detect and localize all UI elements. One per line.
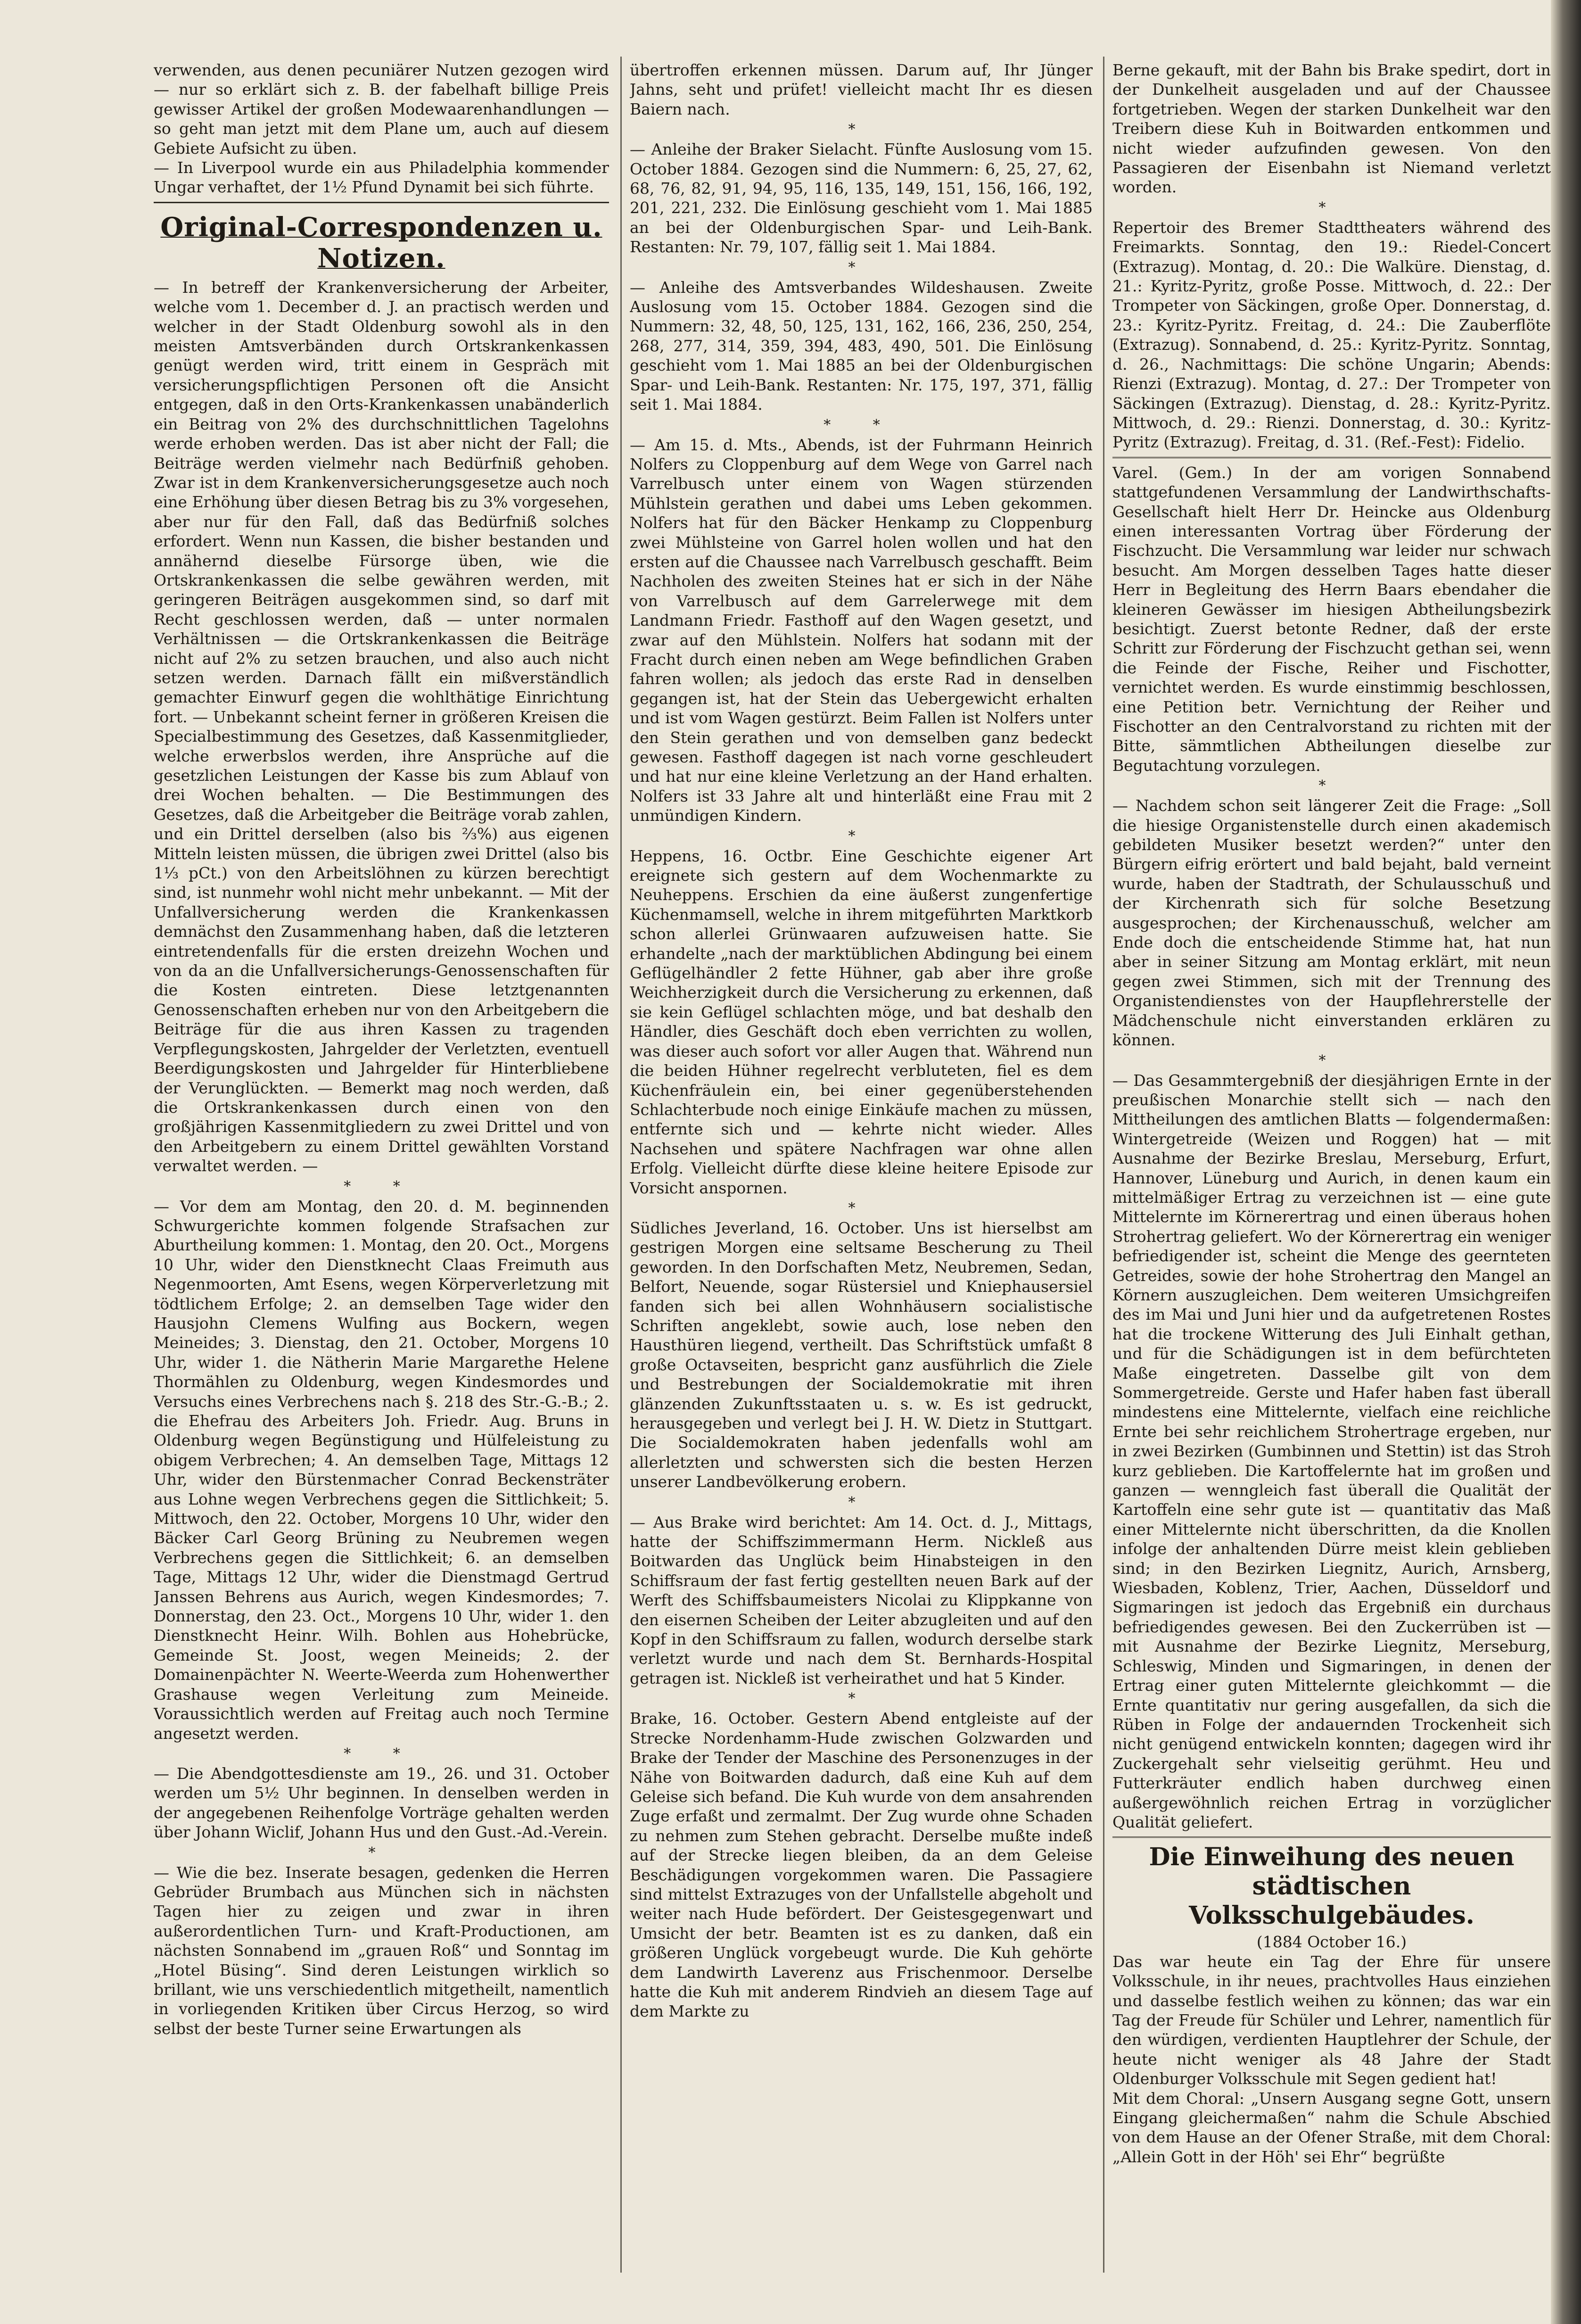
section-title: Original-Correspondenzen u. Notizen. [160,211,602,274]
paragraph-col1-1: verwenden, aus denen pecuniärer Nutzen gezogen wird — nur so erklärt sich z. B. der fabelhaft billige Preis gewisser Artikel der großen Modewaarenhandlungen — so geht man jetzt mit dem Plane um, auch auf diesem Gebiete Aufsicht zu üben. [154,61,609,157]
paragraph-col2-8: Brake, 16. October. Gestern Abend entgleiste auf der Strecke Nordenhamm-Hude zwischen Golzwarden und Brake der Tender der Maschine des Personenzuges in der Nähe von Boitwarden dadurch, daß eine Kuh auf dem Geleise sich befand. Die Kuh wurde von dem ansahrenden Zuge erfaßt und zermalmt. Der Zug wurde ohne Schaden zu nehmen zum Stehen gebracht. Derselbe mußte indeß auf der Strecke liegen bleiben, da an dem Geleise Beschädigungen vorgekommen waren. Die Passagiere sind mittelst Extrazuges von der Unfallstelle abgeholt und weiter nach Hude befördert. Der Geistesgegenwart und Umsicht der betr. Beamten ist es zu danken, daß ein größeren Unglück vorgebeugt wurde. Die Kuh gehörte dem Landwirth Laverenz aus Frischenmoor. Derselbe hatte die Kuh mit anderem Rindvieh an diesem Tage auf dem Markte zu [630,1709,1093,2021]
paragraph-col2-2: — Anleihe der Braker Sielacht. Fünfte Auslosung vom 15. October 1884. Gezogen sind die Nummern: 6, 25, 27, 62, 68, 76, 82, 91, 94, 95, 116, 135, 149, 151, 156, 166, 192, 201, 221, 232. Die Einlösung geschieht vom 1. Mai 1885 an bei der Oldenburgischen Spar- und Leih-Bank. Restanten: Nr. 79, 107, fällig seit 1. Mai 1884. [630,140,1093,256]
asterism-separator: * * [344,1745,419,1762]
asterism-separator: * [848,259,874,276]
asterism-separator: * [848,121,874,138]
paragraph-col3-3: Varel. (Gem.) In der am vorigen Sonnabend stattgefundenen Versammlung der Landwirthschafts-Gesellschaft hielt Herr Dr. Heincke aus Oldenburg einen interessanten Vortrag über Förderung der Fischzucht. Die Versammlung war leider nur schwach besucht. Am Morgen desselben Tages hatte dieser Herr in Begleitung des Herrn Baars ebendaher die kleineren Gewässer im hiesigen Abtheilungsbezirk besichtigt. Zuerst betonte Redner, daß der erste Schritt zur Förderung der Fischzucht gethan sei, wenn die Feinde der Fische, Reiher und Fischotter, vernichtet werden. Es wurde einstimmig beschlossen, eine Petition betr. Vernichtung der Reiher und Fischotter an den Centralvorstand zu richten mit der Bitte, sämmtlichen Abtheilungen dieselbe zur Begutachtung vorzulegen. [1112,463,1551,775]
paragraph-col3-6: Das war heute ein Tag der Ehre für unsere Volksschule, in ihr neues, prachtvolles Haus einziehen und dasselbe festlich weihen zu können; das war ein Tag der Freude für Schüler und Lehrer, namentlich für den würdigen, verdienten Hauptlehrer der Schule, der heute nicht weniger als 48 Jahre der Stadt Oldenburger Volksschule mit Segen gedient hat! [1112,1952,1551,2088]
paragraph-col3-7: Mit dem Choral: „Unsern Ausgang segne Gott, unsern Eingang gleichermaßen“ nahm die Schule Abschied von dem Hause an der Ofener Straße, mit dem Choral: „Allein Gott in der Höh' sei Ehr“ begrüßte [1112,2089,1551,2166]
paragraph-col1-3: — In betreff der Krankenversicherung der Arbeiter, welche vom 1. December d. J. an practisch werden und welcher in der Stadt Oldenburg sowohl als in den meisten Amtsverbänden durch Ortskrankenkassen genügt werden wird, tritt einem in Gespräch mit versicherungspflichtigen Personen oft die Ansicht entgegen, daß in den Orts-Krankenkassen unabänderlich ein Beitrag von 2% des durchschnittlichen Tagelohns werde erhoben werden. Das ist aber nicht der Fall; die Beiträge werden vielmehr nach Bedürfniß gehoben. Zwar ist in dem Krankenversicherungsgesetze auch noch eine Erhöhung über diesen Betrag bis zu 3% vorgesehen, aber nur für den Fall, daß das Bedürfniß solches erfordert. Wenn nun Kassen, die bisher bestanden und annähernd dieselbe Fürsorge üben, wie die Ortskrankenkassen die selbe gewähren werden, mit geringeren Beiträgen ausgekommen sind, so darf mit Recht geschlossen werden, daß — unter normalen Verhältnissen — die Ortskrankenkassen die Beiträge nicht auf 2% zu setzen brauchen, und also auch nicht setzen werden. Darnach fällt ein mißverständlich gemachter Einwurf gegen die wohlthätige Einrichtung fort. — Unbekannt scheint ferner in größeren Kreisen die Specialbestimmung des Gesetzes, daß Kassenmitglieder, welche erwerbslos werden, ihre Ansprüche auf die gesetzlichen Leistungen der Kasse bis zum Ablauf von drei Wochen behalten. — Die Bestimmungen des Gesetzes, daß die Arbeitgeber die Beiträge vorab zahlen, und ein Drittel derselben (also bis ⅔%) aus eigenen Mitteln leisten müssen, die übrigen zwei Drittel (also bis 1⅓ pCt.) von den Arbeitslöhnen zu kürzen berechtigt sind, ist nunmehr wohl nicht mehr unbekannt. — Mit der Unfallversicherung werden die Krankenkassen demnächst den Zusammenhang haben, daß die letzteren eintretendenfalls für die ersten dreizehn Wochen und von da an die Unfallversicherungs-Genossenschaften für die Kosten eintreten. Diese letztgenannten Genossenschaften erheben nur von den Arbeitgebern die Beiträge für die aus ihren Kassen zu tragenden Verpflegungskosten, Jahrgelder der Verletzten, eventuell Beerdigungskosten und Jahrgelder für Hinterbliebene der Verunglückten. — Bemerkt mag noch werden, daß die Ortskrankenkassen durch einen von den großjährigen Kassenmitgliedern zu zwei Drittel und von den Arbeitgebern zu einem Drittel gewählten Vorstand verwaltet werden. — [154,278,609,1175]
paragraph-col2-7: — Aus Brake wird berichtet: Am 14. Oct. d. J., Mittags, hatte der Schiffszimmermann Herm. Nickleß aus Boitwarden das Unglück beim Hinabsteigen in den Schiffsraum der fast fertig gestellten neuen Bark auf der Werft des Schiffsbaumeisters Nicolai zu Klippkanne von den eisernen Scheiben der Leiter abzugleiten und auf den Kopf in den Schiffsraum zu fallen, wodurch derselbe stark verletzt wurde und nach dem St. Bernhards-Hospital getragen ist. Nickleß ist verheirathet und hat 5 Kinder. [630,1513,1093,1687]
paragraph-col1-4: — Vor dem am Montag, den 20. d. M. beginnenden Schwurgerichte kommen folgende Strafsachen zur Aburtheilung kommen: 1. Montag, den 20. Oct., Morgens 10 Uhr, wider den Dienstknecht Claas Freimuth aus Negenmoorten, Amt Esens, wegen Körperverletzung mit tödtlichem Erfolge; 2. an demselben Tage wider den Hausjohn Clemens Wulfing aus Bockern, wegen Meineides; 3. Dienstag, den 21. October, Morgens 10 Uhr, wider 1. die Nätherin Marie Margarethe Helene Thormählen zu Oldenburg, wegen Kindesmordes und Versuchs eines Verbrechens nach §. 218 des Str.-G.-B.; 2. die Ehefrau des Arbeiters Joh. Friedr. Aug. Bruns in Oldenburg wegen Begünstigung und Hülfeleistung zu obigem Verbrechen; 4. An demselben Tage, Mittags 12 Uhr, wider den Bürstenmacher Conrad Beckensträter aus Lohne wegen Verbrechens gegen die Sittlichkeit; 5. Mittwoch, den 22. October, Morgens 10 Uhr, wider den Bäcker Carl Georg Brüning zu Neubremen wegen Verbrechens gegen die Sittlichkeit; 6. an demselben Tage, Mittags 12 Uhr, wider die Dienstmagd Gertrud Janssen Behrens aus Aurich, wegen Kindesmordes; 7. Donnerstag, den 23. Oct., Morgens 10 Uhr, wider 1. den Dienstknecht Heinr. Wilh. Bohlen aus Hohebrücke, Gemeinde St. Joost, wegen Meineids; 2. der Domainenpächter N. Weerte-Weerda zum Hohenwerther Grashause wegen Verleitung zum Meineide. Voraussichtlich werden auf Freitag auch noch Termine angesetzt werden. [154,1197,609,1743]
column-2 [630,60,1093,2021]
column-3 [1112,60,1551,2167]
paragraph-col2-6: Südliches Jeverland, 16. October. Uns ist hierselbst am gestrigen Morgen eine seltsame Bescherung zu Theil geworden. In den Dorfschaften Metz, Neubremen, Sedan, Belfort, Neuende, sogar Rüstersiel und Kniephausersiel fanden sich bei allen Wohnhäusern socialistische Schriften angeklebt, sowie auch, lose neben den Hausthüren liegend, vertheilt. Das Schriftstück umfaßt 8 große Octavseiten, bespricht ganz ausführlich die Ziele und Bestrebungen der Socialdemokratie mit ihren glänzenden Zukunftsstaaten u. s. w. Es ist gedruckt, herausgegeben und verlegt bei J. H. W. Dietz in Stuttgart. Die Socialdemokraten haben jedenfalls wohl am allerletzten und schwersten sich die besten Herzen unserer Landbevölkerung erobern. [630,1218,1093,1491]
asterism-separator: * [848,1494,874,1511]
article-title: Die Einweihung des neuen städtischen Volksschulgebäudes. [1149,1843,1515,1930]
asterism-separator: * [1318,777,1345,794]
paragraph-col3-4: — Nachdem schon seit längerer Zeit die Frage: „Soll die hiesige Organistenstelle durch einen akademisch gebildeten Musiker besetzt werden?“ unter den Bürgern eifrig erörtert und bald bejaht, bald verneint wurde, haben der Stadtrath, der Schulausschuß und der Kirchenrath sich für solche Besetzung ausgesprochen; der Kirchenausschuß, welcher am Ende doch die entscheidende Stimme hat, hat nun aber in seiner Sitzung am Montag erklärt, mit neun gegen zwei Stimmen, sich mit der Trennung des Organistendienstes von der Haupflehrerstelle der Mädchenschule nicht einverstanden erklären zu können. [1112,796,1551,1050]
scan-binding-edge [1551,0,1581,2324]
asterism-separator: * * [823,416,899,433]
asterism-separator: * [1318,199,1345,216]
asterism-separator: * [848,1199,874,1216]
paragraph-col2-4: — Am 15. d. Mts., Abends, ist der Fuhrmann Heinrich Nolfers zu Cloppenburg auf dem Wege von Garrel nach Varrelbusch unter einem von Wagen stürzenden Mühlstein gerathen und dabei ums Leben gekommen. Nolfers hat für den Bäcker Henkamp zu Cloppenburg zwei Mühlsteine von Garrel holen wollen und hat den ersten auf die Chaussee nach Varrelbusch geschafft. Beim Nachholen des zweiten Steines hat er sich in der Nähe von Varrelbusch auf dem Garrelerwege mit dem Landmann Friedr. Fasthoff auf den Wagen gesetzt, und zwar auf den Mühlstein. Nolfers hat sodann mit der Fracht durch einen neben am Wege befindlichen Graben fahren wollen; als jedoch das erste Rad in denselben gegangen ist, hat der Stein das Uebergewicht erhalten und ist vom Wagen gestürzt. Beim Fallen ist Nolfers unter den Stein gerathen und von demselben ganz bedeckt gewesen. Fasthoff dagegen ist nach vorne geschleudert und hat nur eine kleine Verletzung an der Hand erhalten. Nolfers ist 33 Jahre alt und hinterläßt eine Frau mit 2 unmündigen Kindern. [630,435,1093,825]
divider [1112,1836,1551,1838]
asterism-separator: * [848,1690,874,1707]
divider [1112,457,1551,458]
asterism-separator: * [848,827,874,844]
paragraph-col3-2: Repertoir des Bremer Stadttheaters während des Freimarkts. Sonntag, den 19.: Riedel-Concert (Extrazug). Montag, d. 20.: Die Walküre. Dienstag, d. 21.: Kyritz-Pyritz, große Posse. Mittwoch, d. 22.: Der Trompeter von Säckingen, große Oper. Donnerstag, d. 23.: Kyritz-Pyritz. Freitag, d. 24.: Die Zauberflöte (Extrazug). Sonnabend, d. 25.: Kyritz-Pyritz. Sonntag, d. 26., Nachmittags: Die schöne Ungarin; Abends: Rienzi (Extrazug). Montag, d. 27.: Der Trompeter von Säckingen (Extrazug). Dienstag, d. 28.: Kyritz-Pyritz. Mittwoch, d. 29.: Rienzi. Donnerstag, d. 30.: Kyritz-Pyritz (Extrazug). Freitag, d. 31. (Ref.-Fest): Fidelio. [1112,218,1551,452]
column-rule-left [620,57,622,2273]
divider [154,202,609,203]
paragraph-col2-3: — Anleihe des Amtsverbandes Wildeshausen. Zweite Auslosung vom 15. October 1884. Gezogen sind die Nummern: 32, 48, 50, 125, 131, 162, 166, 236, 250, 254, 268, 277, 314, 359, 394, 483, 490, 501. Die Einlösung geschieht vom 1. Mai 1885 an bei der Oldenburgischen Spar- und Leih-Bank. Restanten: Nr. 175, 197, 371, fällig seit 1. Mai 1884. [630,278,1093,414]
paragraph-col3-1: Berne gekauft, mit der Bahn bis Brake spedirt, dort in der Dunkelheit ausgeladen und auf der Chaussee fortgetrieben. Wegen der starken Dunkelheit war den Treibern diese Kuh in Boitwarden entkommen und nicht wieder aufzufinden gewesen. Von den Passagieren der Eisenbahn ist Niemand verletzt worden. [1112,61,1551,197]
column-rule-right [1103,57,1104,2273]
paragraph-col2-1: übertroffen erkennen müssen. Darum auf, Ihr Jünger Jahns, seht und prüfet! vielleicht macht Ihr es diesen Baiern nach. [630,61,1093,118]
paragraph-col1-5: — Die Abendgottesdienste am 19., 26. und 31. October werden um 5½ Uhr beginnen. In denselben werden in der angegebenen Reihenfolge Vorträge gehalten werden über Johann Wiclif, Johann Hus und den Gust.-Ad.-Verein. [154,1764,609,1842]
article-date: (1884 October 16.) [1256,1933,1407,1952]
paragraph-col1-6: — Wie die bez. Inserate besagen, gedenken die Herren Gebrüder Brumbach aus München sich in nächsten Tagen hier zu zeigen und zwar in ihren außerordentlichen Turn- und Kraft-Productionen, am nächsten Sonnabend im „grauen Roß“ und Sonntag im „Hotel Büsing“. Sind deren Leistungen wirklich so brillant, wie uns verschiedentlich mitgetheilt, namentlich in vorliegenden Kritiken über Circus Herzog, so wird selbst der beste Turner seine Erwartungen als [154,1863,609,2038]
asterism-separator: * [1318,1052,1345,1069]
asterism-separator: * [368,1844,395,1861]
paragraph-col3-5: — Das Gesammtergebniß der diesjährigen Ernte in der preußischen Monarchie stellt sich — nach den Mittheilungen des amtlichen Blatts — folgendermaßen: Wintergetreide (Weizen und Roggen) hat — mit Ausnahme der Bezirke Breslau, Merseburg, Erfurt, Hannover, Lüneburg und Aurich, in denen kaum ein mittelmäßiger Ertrag zu verzeichnen ist — eine gute Mittelernte im Körnerertrag und einen überaus hohen Strohertrag geliefert. Wo der Körnerertrag ein weniger befriedigender ist, scheint die Menge des geernteten Getreides, sowie der hohe Strohertrag den Mangel an Körnern auszugleichen. Dem weiteren Umsichgreifen des im Mai und Juni hier und da aufgetretenen Rostes hat die trockene Witterung des Juli Einhalt gethan, und für die Schädigungen ist in dem befürchteten Maße eingetreten. Dasselbe gilt von dem Sommergetreide. Gerste und Hafer haben fast überall mindestens eine Mittelernte, vielfach eine reichliche Ernte bei sehr reichlichem Strohertrage ergeben, nur in zwei Bezirken (Gumbinnen und Stettin) ist das Stroh kurz geblieben. Die Kartoffelernte hat im großen und ganzen — wenngleich fast überall die Qualität der Kartoffeln eine sehr gute ist — quantitativ das Maß einer Mittelernte nicht überschritten, da die Knollen infolge der anhaltenden Dürre meist klein geblieben sind; in den Bezirken Liegnitz, Aurich, Arnsberg, Wiesbaden, Koblenz, Trier, Aachen, Düsseldorf und Sigmaringen ist jedoch das Ergebniß ein durchaus befriedigendes gewesen. Bei den Zuckerrüben ist — mit Ausnahme der Bezirke Liegnitz, Merseburg, Schleswig, Minden und Sigmaringen, in denen der Ertrag einer guten Mittelernte gleichkommt — die Ernte quantitativ nur gering ausgefallen, da sich die Rüben in Folge der andauernden Trockenheit sich nicht genügend entwickeln konnten; dagegen wird ihr Zuckergehalt sehr vielseitig gerühmt. Heu und Futterkräuter endlich haben durchweg einen außergewöhnlich reichen Ertrag in vorzüglicher Qualität geliefert. [1112,1071,1551,1831]
column-1 [154,60,609,2038]
paragraph-col1-2: — In Liverpool wurde ein aus Philadelphia kommender Ungar verhaftet, der 1½ Pfund Dynamit bei sich führte. [154,158,609,197]
asterism-separator: * * [344,1178,419,1195]
paragraph-col2-5: Heppens, 16. Octbr. Eine Geschichte eigener Art ereignete sich gestern auf dem Wochenmarkte zu Neuheppens. Erschien da eine äußerst zungenfertige Küchenmamsell, welche in ihrem mitgeführten Marktkorb schon allerlei Grünwaaren aufzuweisen hatte. Sie erhandelte „nach der marktüblichen Abdingung bei einem Geflügelhändler 2 fette Hühner, gab aber ihre große Weichherzigkeit durch die Versicherung zu erkennen, daß sie kein Geflügel schlachten möge, und bat deshalb den Händler, dies Geschäft doch eben verrichten zu wollen, was dieser auch sofort vor aller Augen that. Während nun die beiden Hühner regelrecht verbluteten, fiel es dem Küchenfräulein ein, bei einer gegenüberstehenden Schlachterbude noch einige Einkäufe machen zu müssen, entfernte sich und — kehrte nicht wieder. Alles Nachsehen und spätere Nachfragen war ohne allen Erfolg. Vielleicht dürfte diese kleine heitere Episode zur Vorsicht anspornen. [630,846,1093,1197]
